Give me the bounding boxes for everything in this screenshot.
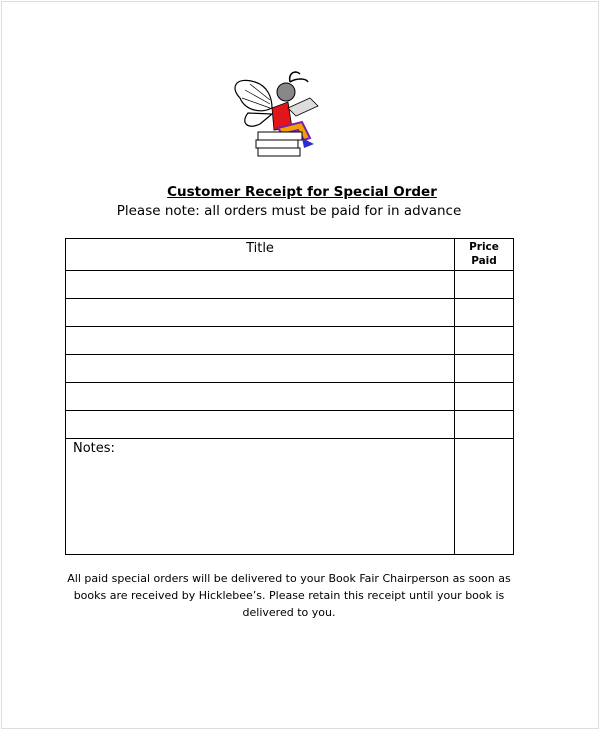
advance-payment-note: Please note: all orders must be paid for in advance bbox=[116, 203, 462, 219]
fairy-reading-logo-icon bbox=[230, 68, 340, 166]
table-row bbox=[66, 355, 514, 383]
table-row bbox=[66, 327, 514, 355]
notes-cell[interactable] bbox=[66, 439, 455, 555]
price-cell[interactable] bbox=[455, 411, 514, 439]
delivery-footer-text: All paid special orders will be delivered to your Book Fair Chairperson as soon as books are received by Hicklebee’s. Please retain this receipt until your book is delivered to you. bbox=[67, 572, 511, 619]
title-cell[interactable] bbox=[66, 411, 455, 439]
price-cell[interactable] bbox=[455, 383, 514, 411]
price-paid-column-header bbox=[455, 239, 514, 271]
document-page bbox=[1, 1, 599, 729]
notes-price-cell[interactable] bbox=[455, 439, 514, 555]
price-cell[interactable] bbox=[455, 299, 514, 327]
price-header-line: Price bbox=[469, 241, 499, 253]
title-cell[interactable] bbox=[66, 271, 455, 299]
title-column-header: Title bbox=[66, 239, 455, 271]
table-row bbox=[66, 383, 514, 411]
title-cell[interactable] bbox=[66, 383, 455, 411]
order-table bbox=[65, 238, 514, 555]
table-row bbox=[66, 411, 514, 439]
notes-row bbox=[66, 439, 514, 555]
table-row bbox=[66, 271, 514, 299]
page-title-text: Customer Receipt for Special Order bbox=[167, 184, 437, 200]
price-cell[interactable] bbox=[455, 327, 514, 355]
notes-label: Notes: bbox=[73, 441, 115, 456]
paid-header-line: Paid bbox=[471, 255, 497, 267]
title-cell[interactable] bbox=[66, 355, 455, 383]
table-header-row bbox=[66, 239, 514, 271]
price-cell[interactable] bbox=[455, 355, 514, 383]
page-title bbox=[2, 184, 600, 200]
title-cell[interactable] bbox=[66, 327, 455, 355]
table-row bbox=[66, 299, 514, 327]
title-cell[interactable] bbox=[66, 299, 455, 327]
price-cell[interactable] bbox=[455, 271, 514, 299]
